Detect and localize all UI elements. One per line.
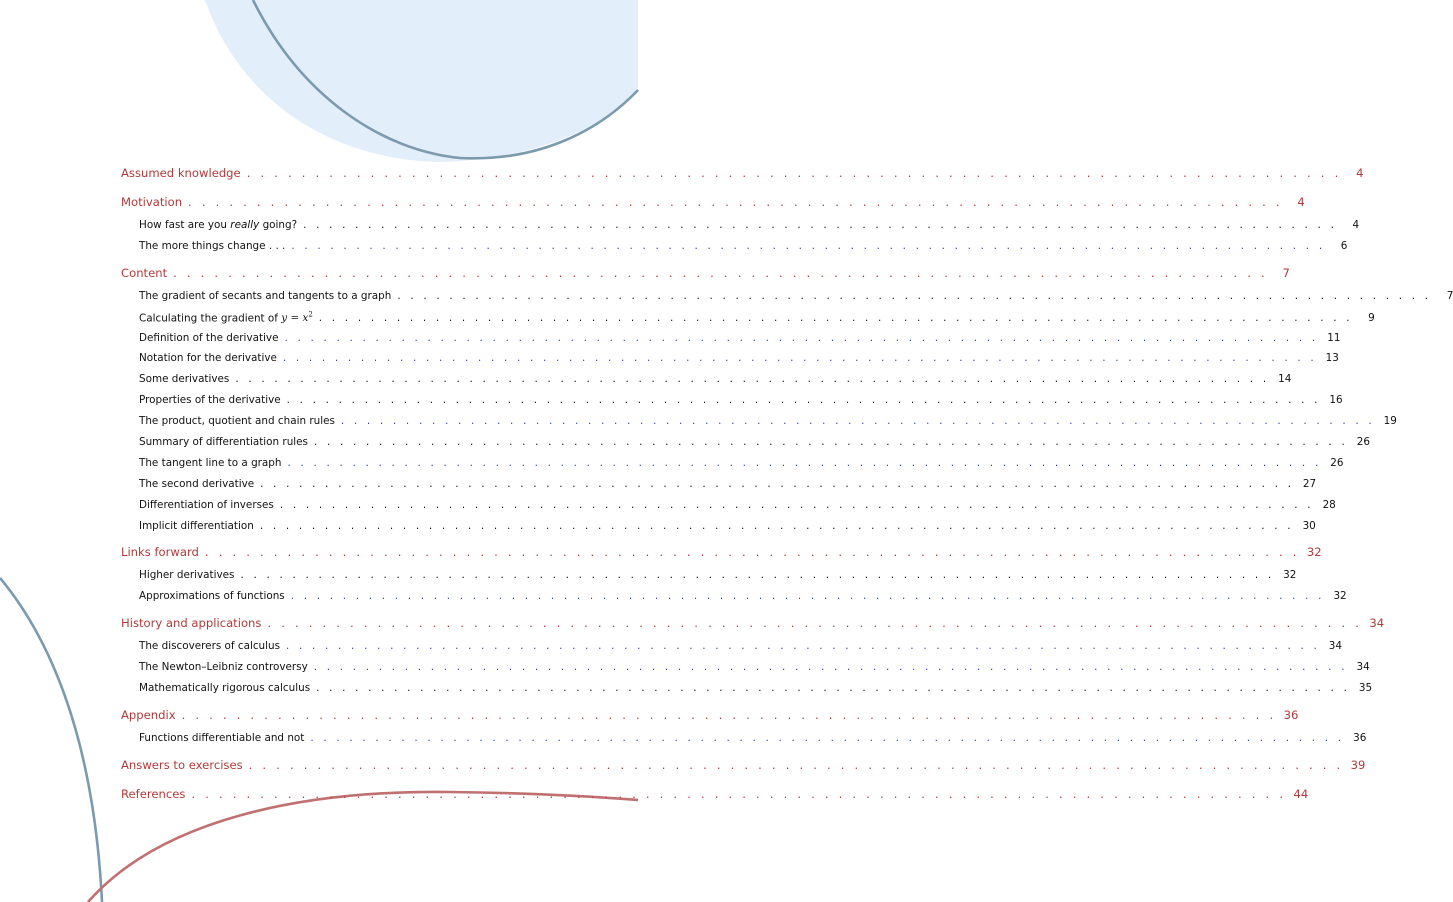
toc-page-number[interactable]: 44: [1293, 786, 1309, 801]
toc-entry-title[interactable]: Differentiation of inverses: [139, 498, 274, 511]
dot-leader: . . . . . . . . . . . . . . . . . . . . . . . . . . . . . . . . . . . . . . . . . . . . . . . . . . . . . . . . . . . . . . . . . . . . . . . . . . . . . . . .: [310, 731, 1345, 744]
math-var-x: x: [302, 312, 309, 325]
toc-page-number[interactable]: 7: [1282, 265, 1290, 280]
dot-leader: . . . . . . . . . . . . . . . . . . . . . . . . . . . . . . . . . . . . . . . . . . . . . . . . . . . . . . . . . . . . . . . . . . . . . . . . . . . . . . . .: [313, 661, 1348, 674]
toc-entry-title[interactable]: Appendix: [121, 707, 176, 722]
toc-page-number[interactable]: 14: [1278, 373, 1292, 386]
math-exponent: 2: [308, 310, 313, 319]
toc-subsection-entry[interactable]: [121, 569, 1297, 590]
toc-entry-title[interactable]: Summary of differentiation rules: [139, 436, 308, 449]
toc-subsection-entry[interactable]: [121, 352, 1339, 373]
toc-subsection-entry[interactable]: [121, 219, 1360, 240]
toc-section-entry[interactable]: [121, 195, 1305, 219]
toc-subsection-entry[interactable]: [121, 415, 1397, 436]
dot-leader: . . . . . . . . . . . . . . . . . . . . . . . . . . . . . . . . . . . . . . . . . . . . . . . . . . . . . . . . . . . . . . . . . . . . . . . . . . . . . . . .: [282, 352, 1317, 365]
toc-entry-title[interactable]: Mathematically rigorous calculus: [139, 682, 311, 695]
toc-page-number[interactable]: 30: [1302, 519, 1316, 532]
toc-section-entry[interactable]: [121, 616, 1385, 640]
dot-leader: . . . . . . . . . . . . . . . . . . . . . . . . . . . . . . . . . . . . . . . . . . . . . . . . . . . . . . . . . . . . . . . . . . . . . . . . . . . . . . . .: [340, 415, 1375, 428]
toc-entry-title[interactable]: [139, 311, 313, 324]
dot-leader: . . . . . . . . . . . . . . . . . . . . . . . . . . . . . . . . . . . . . . . . . . . . . . . . . . . . . . . . . . . . . . . . . . . . . . . . . . . . . . . .: [204, 545, 1300, 560]
dot-leader: . . . . . . . . . . . . . . . . . . . . . . . . . . . . . . . . . . . . . . . . . . . . . . . . . . . . . . . . . . . . . . . . . . . . . . . . . . . . . . . .: [260, 477, 1295, 490]
dot-leader: . . . . . . . . . . . . . . . . . . . . . . . . . . . . . . . . . . . . . . . . . . . . . . . . . . . . . . . . . . . . . . . . . . . . . . . . . . . . . . . .: [259, 519, 1294, 532]
toc-entry-title[interactable]: Some derivatives: [139, 373, 230, 386]
toc-entry-title[interactable]: References: [121, 786, 186, 801]
toc-entry-title[interactable]: Higher derivatives: [139, 569, 235, 582]
toc-page-number[interactable]: 19: [1383, 415, 1397, 428]
math-equals: =: [287, 312, 303, 325]
toc-page-number[interactable]: 11: [1327, 331, 1341, 344]
dot-leader: . . . . . . . . . . . . . . . . . . . . . . . . . . . . . . . . . . . . . . . . . . . . . . . . . . . . . . . . . . . . . . . . . . . . . . . . . . . . . . . .: [303, 219, 1338, 231]
toc-page-number[interactable]: 9: [1368, 312, 1375, 325]
toc-page-number[interactable]: 34: [1328, 640, 1342, 653]
toc-section-entry[interactable]: [121, 786, 1309, 811]
toc-page-number[interactable]: 7: [1446, 289, 1453, 302]
toc-page-number[interactable]: 32: [1283, 569, 1297, 582]
toc-page-number[interactable]: 32: [1306, 545, 1322, 560]
toc-page-number[interactable]: 27: [1302, 477, 1317, 490]
dot-leader: . . . . . . . . . . . . . . . . . . . . . . . . . . . . . . . . . . . . . . . . . . . . . . . . . . . . . . . . . . . . . . . . . . . . . . . . . . . . . . . .: [246, 166, 1342, 180]
dot-leader: . . . . . . . . . . . . . . . . . . . . . . . . . . . . . . . . . . . . . . . . . . . . . . . . . . . . . . . . . . . . . . . . . . . . . . . . . . . . . . . .: [173, 265, 1268, 280]
dot-leader: . . . . . . . . . . . . . . . . . . . . . . . . . . . . . . . . . . . . . . . . . . . . . . . . . . . . . . . . . . . . . . . . . . . . . . . . . . . . . . . .: [181, 707, 1277, 722]
toc-entry-title[interactable]: The gradient of secants and tangents to a graph: [139, 289, 392, 302]
toc-subsection-entry[interactable]: [121, 456, 1344, 478]
title-emphasis: really: [230, 219, 260, 231]
toc-entry-title[interactable]: Links forward: [121, 545, 199, 560]
toc-entry-title[interactable]: Functions differentiable and not: [139, 731, 305, 744]
dot-leader: . . . . . . . . . . . . . . . . . . . . . . . . . . . . . . . . . . . . . . . . . . . . . . . . . . . . . . . . . . . . . . . . . . . . . . . . . . . . . . . .: [235, 373, 1270, 386]
toc-subsection-entry[interactable]: [121, 590, 1347, 611]
toc-page-number[interactable]: 26: [1356, 436, 1370, 449]
toc-page-number[interactable]: 36: [1353, 731, 1367, 744]
dot-leader: . . . . . . . . . . . . . . . . . . . . . . . . . . . . . . . . . . . . . . . . . . . . . . . . . . . . . . . . . . . . . . . . . . . . . . . . . . . . . . . .: [191, 786, 1287, 801]
toc-subsection-entry[interactable]: [121, 436, 1370, 457]
toc-subsection-entry[interactable]: [121, 682, 1373, 703]
toc-section-entry[interactable]: [121, 265, 1290, 290]
dot-leader: . . . . . . . . . . . . . . . . . . . . . . . . . . . . . . . . . . . . . . . . . . . . . . . . . . . . . . . . . . . . . . . . . . . . . . . . . . . . . . . .: [286, 394, 1321, 407]
toc-section-entry[interactable]: [121, 545, 1322, 569]
toc-entry-title[interactable]: Content: [121, 265, 168, 280]
toc-page-number[interactable]: 34: [1369, 616, 1385, 631]
toc-subsection-entry[interactable]: [121, 394, 1343, 415]
toc-page-number[interactable]: 32: [1333, 590, 1347, 603]
toc-entry-title[interactable]: The Newton–Leibniz controversy: [139, 661, 308, 674]
dot-leader: . . . . . . . . . . . . . . . . . . . . . . . . . . . . . . . . . . . . . . . . . . . . . . . . . . . . . . . . . . . . . . . . . . . . . . . . . . . . . . . .: [267, 616, 1363, 631]
toc-section-entry[interactable]: [121, 166, 1364, 190]
dot-leader: . . . . . . . . . . . . . . . . . . . . . . . . . . . . . . . . . . . . . . . . . . . . . . . . . . . . . . . . . . . . . . . . . . . . . . . . . . . . . . . .: [287, 456, 1322, 469]
toc-page-number[interactable]: 34: [1356, 661, 1370, 674]
toc-section-entry[interactable]: [121, 757, 1366, 782]
dot-leader: . . . . . . . . . . . . . . . . . . . . . . . . . . . . . . . . . . . . . . . . . . . . . . . . . . . . . . . . . . . . . . . . . . . . . . . . . . . . . . . .: [240, 569, 1275, 582]
dot-leader: . . . . . . . . . . . . . . . . . . . . . . . . . . . . . . . . . . . . . . . . . . . . . . . . . . . . . . . . . . . . . . . . . . . . . . . . . . . . . . . .: [279, 498, 1314, 511]
toc-entry-title[interactable]: Definition of the derivative: [139, 331, 279, 344]
toc-page-number[interactable]: 16: [1329, 394, 1343, 407]
toc-entry-title[interactable]: Assumed knowledge: [121, 166, 241, 180]
toc-subsection-entry[interactable]: [121, 661, 1370, 682]
toc-entry-title[interactable]: The discoverers of calculus: [139, 640, 281, 653]
toc-page-number[interactable]: 35: [1358, 682, 1373, 695]
toc-page-number[interactable]: 4: [1297, 195, 1305, 209]
toc-subsection-entry[interactable]: [121, 310, 1375, 332]
toc-page-number[interactable]: 39: [1350, 757, 1366, 772]
dot-leader: . . . . . . . . . . . . . . . . . . . . . . . . . . . . . . . . . . . . . . . . . . . . . . . . . . . . . . . . . . . . . . . . . . . . . . . . . . . . . . . .: [313, 436, 1348, 449]
toc-entry-title[interactable]: The tangent line to a graph: [139, 456, 282, 469]
toc-page-number[interactable]: 4: [1352, 219, 1360, 231]
toc-entry-title[interactable]: Approximations of functions: [139, 590, 285, 603]
title-part: Calculating the gradient of: [139, 312, 282, 325]
dot-leader: . . . . . . . . . . . . . . . . . . . . . . . . . . . . . . . . . . . . . . . . . . . . . . . . . . . . . . . . . . . . . . . . . . . . . . . . . . . . . . . .: [248, 757, 1344, 772]
toc-subsection-entry[interactable]: [121, 477, 1317, 499]
toc-page-number[interactable]: 28: [1322, 498, 1336, 511]
toc-subsection-entry[interactable]: [121, 289, 1453, 311]
blue-arc-left: [0, 578, 102, 902]
math-var-y: y: [281, 312, 288, 325]
toc-entry-title[interactable]: Motivation: [121, 195, 183, 209]
toc-entry-title[interactable]: Properties of the derivative: [139, 394, 281, 407]
title-part: How fast are you: [139, 219, 231, 231]
dot-leader: . . . . . . . . . . . . . . . . . . . . . . . . . . . . . . . . . . . . . . . . . . . . . . . . . . . . . . . . . . . . . . . . . . . . . . . . . . . . . . . .: [284, 331, 1319, 344]
toc-entry-title[interactable]: [139, 219, 297, 231]
toc-section-entry[interactable]: [121, 707, 1299, 732]
dot-leader: . . . . . . . . . . . . . . . . . . . . . . . . . . . . . . . . . . . . . . . . . . . . . . . . . . . . . . . . . . . . . . . . . . . . . . . . . . . . . . . .: [397, 289, 1432, 302]
table-of-contents: [121, 166, 1453, 811]
toc-page-number[interactable]: 6: [1340, 239, 1348, 252]
toc-entry-title[interactable]: The more things change . . .: [139, 239, 286, 252]
dot-leader: . . . . . . . . . . . . . . . . . . . . . . . . . . . . . . . . . . . . . . . . . . . . . . . . . . . . . . . . . . . . . . . . . . . . . . . . . . . . . . . .: [286, 640, 1320, 653]
dot-leader: . . . . . . . . . . . . . . . . . . . . . . . . . . . . . . . . . . . . . . . . . . . . . . . . . . . . . . . . . . . . . . . . . . . . . . . . . . . . . . . .: [291, 239, 1326, 252]
toc-entry-title[interactable]: The second derivative: [139, 477, 255, 490]
toc-subsection-entry[interactable]: [121, 498, 1336, 520]
math-expression: [281, 312, 313, 324]
toc-subsection-entry[interactable]: [121, 640, 1342, 661]
toc-subsection-entry[interactable]: [121, 373, 1292, 394]
toc-entry-title[interactable]: Notation for the derivative: [139, 352, 277, 365]
toc-subsection-entry[interactable]: [121, 731, 1367, 753]
dot-leader: . . . . . . . . . . . . . . . . . . . . . . . . . . . . . . . . . . . . . . . . . . . . . . . . . . . . . . . . . . . . . . . . . . . . . . . . . . . . . . . .: [188, 195, 1283, 209]
dot-leader: . . . . . . . . . . . . . . . . . . . . . . . . . . . . . . . . . . . . . . . . . . . . . . . . . . . . . . . . . . . . . . . . . . . . . . . . . . . . . . . .: [316, 682, 1351, 695]
dot-leader: . . . . . . . . . . . . . . . . . . . . . . . . . . . . . . . . . . . . . . . . . . . . . . . . . . . . . . . . . . . . . . . . . . . . . . . . . . . . . . . .: [318, 312, 1353, 325]
toc-entry-title[interactable]: Implicit differentiation: [139, 519, 254, 532]
toc-entry-title[interactable]: Answers to exercises: [121, 757, 243, 772]
dot-leader: . . . . . . . . . . . . . . . . . . . . . . . . . . . . . . . . . . . . . . . . . . . . . . . . . . . . . . . . . . . . . . . . . . . . . . . . . . . . . . . .: [290, 590, 1325, 603]
toc-page-number[interactable]: 4: [1356, 166, 1364, 180]
toc-page-number[interactable]: 36: [1283, 707, 1299, 722]
toc-subsection-entry[interactable]: [121, 519, 1316, 541]
title-part: going?: [259, 219, 298, 231]
toc-page-number[interactable]: 26: [1330, 456, 1344, 469]
toc-entry-title[interactable]: History and applications: [121, 616, 262, 631]
toc-entry-title[interactable]: The product, quotient and chain rules: [139, 415, 335, 428]
toc-subsection-entry[interactable]: [121, 239, 1348, 261]
toc-subsection-entry[interactable]: [121, 331, 1341, 353]
toc-page-number[interactable]: 13: [1325, 352, 1339, 365]
